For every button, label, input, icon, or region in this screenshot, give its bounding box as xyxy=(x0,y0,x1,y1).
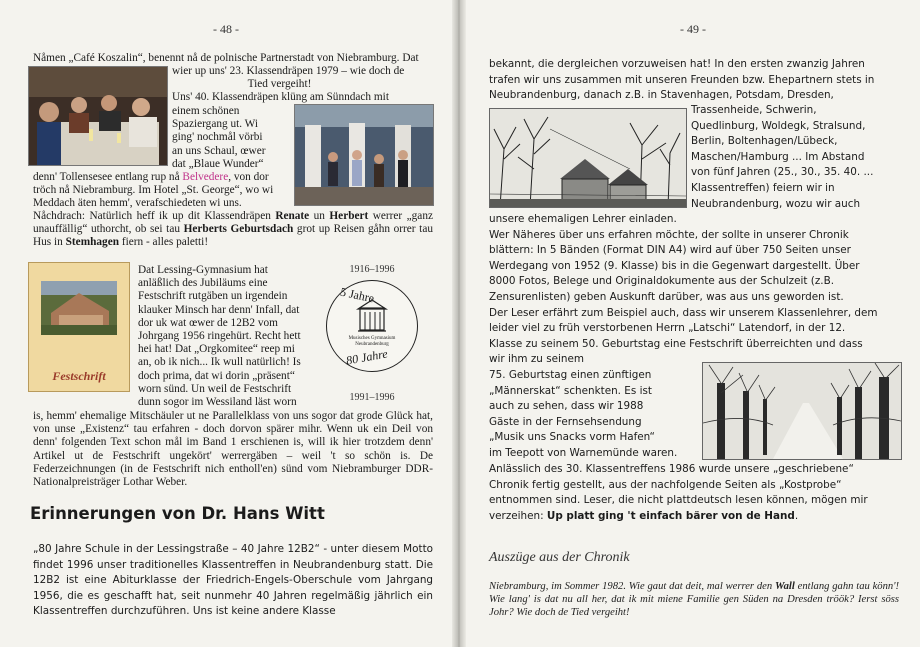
seal-year-top: 1916–1996 xyxy=(349,264,395,275)
top-paragraph xyxy=(489,57,899,104)
photo-group xyxy=(294,104,434,206)
text-line xyxy=(33,171,293,184)
text-line: Der Leser erfährt zum Beispiel auch, dass wir unserem Klassenlehrer, dem xyxy=(489,306,878,319)
name-herbert: Herbert xyxy=(329,210,369,222)
page-number: - 49 - xyxy=(680,22,706,36)
herberts-geburtsdach: Herberts Geburtsdach xyxy=(183,223,294,236)
text-line: von fünf Jahren (25., 30., 35. 40. ... xyxy=(691,166,874,179)
text-line: „Musik uns Snacks vorm Hafen“ xyxy=(489,431,655,444)
belvedere-link: Belvedere xyxy=(182,171,229,183)
text-line: dunn sogor im Wessiland läst worn xyxy=(138,396,297,409)
text-line: dor uk wat œwer de 12B2 vom xyxy=(138,316,278,329)
text-line: Anlässlich des 30. Klassentreffens 1986 wurde unsere „geschriebene“ xyxy=(489,463,854,475)
text-line: worn sünd. Un weil de Festschrift xyxy=(138,382,292,395)
text-span: entlang gahn tau könn'! Wie lang' is dat nu all her, dat ik mit miene Familie gen Süden na Dresden tröök? Ierst söss Johr? Wie doch de Tied vergeiht! xyxy=(489,581,899,618)
text-span: . xyxy=(794,509,799,522)
text-span: , von dor xyxy=(228,171,269,183)
photo-dinner xyxy=(28,66,168,166)
seal-year-bottom: 1991–1996 xyxy=(349,392,395,403)
text-line: trafen wir uns zusammen mit unseren Freunden bzw. Ehepartnern stets in xyxy=(489,73,875,86)
text-line: an, ob ik nich... Ik wull natürlich! Is xyxy=(138,356,301,369)
text-line: entnommen sind. Leser, die nicht plattdeutsch lesen können, mögen mir xyxy=(489,494,868,507)
text-line: unsere ehemaligen Lehrer einladen. xyxy=(489,213,677,225)
text-line: tröch nå Niebramburg. Im Hotel „St. George“, wo wi xyxy=(33,184,274,197)
sketch-village xyxy=(489,108,687,208)
section-heading: Erinnerungen von Dr. Hans Witt xyxy=(30,504,325,523)
place-stemhagen: Stemhagen xyxy=(65,236,119,249)
text-line: „Männerskat“ schenkten. Es ist xyxy=(489,384,652,397)
bold-phrase: Up platt ging 't einfach bärer von de Hand xyxy=(546,509,795,522)
text-span: Nåchdrach: Natürlich heff ik up dit Klassendräpen xyxy=(33,210,276,222)
text-line: Meddach äten hemm', verafschiedeten wi uns. xyxy=(33,197,242,210)
lessing-paragraph-wide: is, hemm' ehemalige Mitschäuler ut ne Parallelklass von uns sogor dat grode Glück hat, von unse „Existenz“ tau erfahren - doch dorvon spärer mihr. Wenn uk ein Deil von denn' folgenden Text schon mål im Band 1 erschienen is, will ik hier trotzdem denn' Artikel ut de Festschrift ungekört' werrergäben – weil 't so schön is. De Federzeichnungen (in de Festschrift nich entholl'en) sünd vom Niebramburger DDR-Nationalpreisträger Lothar Weber. xyxy=(33,410,433,489)
text-span: verzeihen: xyxy=(489,509,547,522)
text-line: Johrgang 1956 ringehürt. Recht hett xyxy=(138,330,301,343)
text-line: einem schönen xyxy=(172,105,240,117)
text-span: fiern - alles paletti! xyxy=(119,236,209,249)
text-line: blättern: In 5 Bänden (Format DIN A4) wird auf über 750 Seiten unser xyxy=(489,244,851,257)
para1-narrow xyxy=(172,105,292,171)
text-line: Klasse zu seinem 50. Geburtstag eine Festschrift überreichten und dass xyxy=(489,337,863,350)
text-line: Chronik fertig gestellt, aus der nachfolgende Seiten als „Kostprobe“ xyxy=(489,478,842,491)
text-line: leider viel zu früh verstorbenen Herrn „Latschi“ Latendorf, in der 12. xyxy=(489,322,846,335)
text-line: Neubrandenburg, danach z.B. in Stavenhagen, Potsdam, Dresden, xyxy=(489,89,834,102)
chronik-paragraph xyxy=(489,212,899,368)
text-line: ging' nochmål vörbi xyxy=(172,131,263,144)
skat-narrow xyxy=(489,368,699,462)
witt-paragraph: „80 Jahre Schule in der Lessingstraße – 40 Jahre 12B2“ - unter diesem Motto findet 1996 unser traditionelles Klassentreffen in Neubrandenburg statt. Die 12B2 ist eine Abiturklasse der Friedrich-Engels-Oberschule vom Jahrgang 1956, die es geschafft hat, seit nunmehr 40 Jahren regelmäßig jährlich ein Klassentreffen durchzuführen. Uns ist keine andere Klasse xyxy=(33,543,433,618)
text-line: Dat Lessing-Gymnasium hat xyxy=(138,264,268,276)
text-line: Uns' 40. Klassendräpen klüng am Sünndach mit xyxy=(172,91,389,104)
left-page xyxy=(0,0,452,647)
text-line: bekannt, die dergleichen vorzuweisen hat! In den ersten zwanzig Jahren xyxy=(489,58,865,70)
intro-line: Nåmen „Café Koszalin“, benennt nå de polnische Partnerstadt von Niebramburg. Dat xyxy=(33,52,419,64)
text-line: dat „Blaue Wunder“ xyxy=(172,157,264,170)
page-number: - 48 - xyxy=(213,22,239,36)
text-line: klauker Minsch har denn' Infall, dat xyxy=(138,303,300,316)
chronik-excerpt xyxy=(489,580,899,619)
jubilee-seal xyxy=(318,264,426,404)
seal-80-jahre: 80 Jahre xyxy=(345,346,389,368)
seal-school: Musisches Gymnasium Neubrandenburg xyxy=(348,336,396,347)
chronik-heading: Auszüge aus der Chronik xyxy=(489,550,630,565)
nachdrach-paragraph xyxy=(33,210,433,250)
para1-wide xyxy=(33,171,293,211)
text-line: 75. Geburtstag einen zünftigen xyxy=(489,369,652,381)
text-line: 8000 Fotos, Belege und Originaldokumente aus der Schulzeit (z.B. xyxy=(489,275,835,288)
text-line: Maschen/Hamburg ... Im Abstand xyxy=(691,150,865,163)
text-line xyxy=(489,509,899,525)
text-line: Gäste in der Fernsehsendung xyxy=(489,415,642,428)
text-line: Spaziergang ut. Wi xyxy=(172,118,259,131)
cities-narrow xyxy=(691,103,899,212)
text-line: auch zu sehen, dass wir 1988 xyxy=(489,400,644,413)
end-paragraph xyxy=(489,462,899,524)
text-line: Neubrandenburg, wozu wir auch xyxy=(691,197,861,210)
text-span: werrer „ganz unauffällig“ uthorcht, ob sei tau xyxy=(33,210,433,236)
text-line: im Teepott von Warnemünde waren. xyxy=(489,446,678,459)
text-line: an uns Schaul, œwer xyxy=(172,144,266,157)
text-line: Tied vergeiht! xyxy=(247,78,312,91)
text-line: Quedlinburg, Woldegk, Stralsund, xyxy=(691,119,866,132)
name-renate: Renate xyxy=(275,210,310,222)
text-line: Wer Näheres über uns erfahren möchte, der sollte in unserer Chronik xyxy=(489,228,849,241)
text-span: un xyxy=(309,210,330,222)
sketch-avenue xyxy=(702,362,902,460)
text-line: hei hat! Dat „Orgkomitee“ reep mi xyxy=(138,343,295,356)
text-span: Niebramburg, im Sommer 1982. Wie gaut dat deit, mal werrer den xyxy=(489,581,775,592)
seal-5-jahre: 5 Jahre xyxy=(339,284,376,306)
festschrift-cover xyxy=(28,262,130,392)
text-line: wir ihm zu seinem xyxy=(489,353,584,366)
lessing-narrow xyxy=(138,264,310,409)
text-line: Berlin, Boltenhagen/Lübeck, xyxy=(691,135,838,148)
right-page xyxy=(466,0,920,647)
festschrift-label: Festschrift xyxy=(52,369,106,383)
text-line: doch prima, dat wi dorin „präsent“ xyxy=(138,369,295,382)
text-span: grot up Reisen gåhn orrer tau Hus in xyxy=(33,223,433,249)
text-line: wier up uns' 23. Klassendräpen 1979 – wie doch de xyxy=(172,65,405,77)
text-line: Trassenheide, Schwerin, xyxy=(691,104,817,116)
text-line: anläßlich des Jubiläums eine xyxy=(138,277,268,290)
wall-word: Wall xyxy=(774,581,795,592)
para1-right xyxy=(172,65,427,105)
text-line: Zensurenlisten) geben Auskunft darüber, was aus uns geworden ist. xyxy=(489,290,844,303)
text-span: denn' Tollensesee entlang rup nå xyxy=(33,171,183,183)
book-gutter xyxy=(452,0,466,647)
text-line: Festschrift rutgäben un irgendein xyxy=(138,290,288,303)
text-line: Klassentreffen) feiern wir in xyxy=(691,181,835,194)
text-line: Werdegang von 1952 (9. Klasse) bis in die Gegenwart dargestellt. Über xyxy=(489,259,860,272)
